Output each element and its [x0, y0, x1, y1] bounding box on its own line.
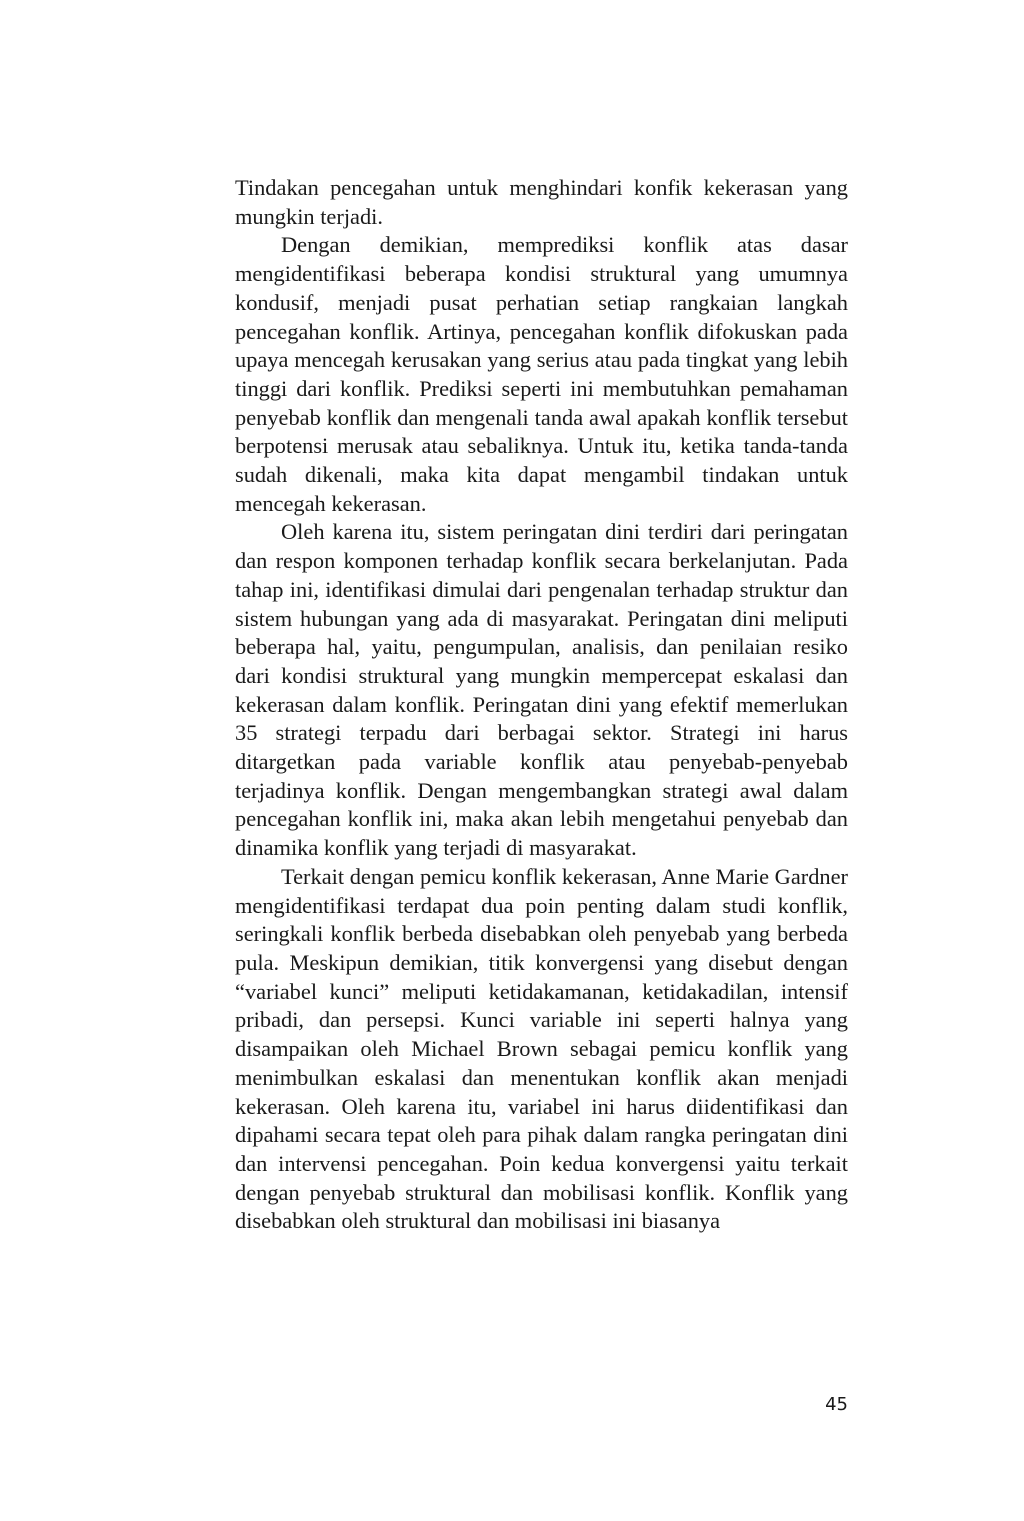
- body-text: [235, 174, 848, 1236]
- paragraph-continuation: Tindakan pencegahan untuk menghindari konfik kekerasan yang mungkin terjadi.: [235, 175, 848, 229]
- paragraph-conflict-prediction: Dengan demikian, memprediksi konflik atas dasar mengidentifikasi beberapa kondisi struktural yang umumnya kondusif, menjadi pusat perhatian setiap rangkaian langkah pencegahan konflik. Artinya, pencegahan konflik difokuskan pada upaya mencegah kerusakan yang serius atau pada tingkat yang lebih tinggi dari konflik. Prediksi seperti ini membutuhkan pemahaman penyebab konflik dan mengenali tanda awal apakah konflik tersebut berpotensi merusak atau sebaliknya. Untuk itu, ketika tanda-tanda sudah dikenali, maka kita dapat mengambil tindakan untuk mencegah kekerasan.: [235, 232, 848, 516]
- paragraph-early-warning-system: Oleh karena itu, sistem peringatan dini terdiri dari peringatan dan respon komponen terhadap konflik secara berkelanjutan. Pada tahap ini, identifikasi dimulai dari pengenalan terhadap struktur dan sistem hubungan yang ada di masyarakat. Peringatan dini meliputi beberapa hal, yaitu, pengumpulan, analisis, dan penilaian resiko dari kondisi struktural yang mungkin mempercepat eskalasi dan kekerasan dalam konflik. Peringatan dini yang efektif memerlukan 35 strategi terpadu dari berbagai sektor. Strategi ini harus ditargetkan pada variable konflik atau penyebab-penyebab terjadinya konflik. Dengan mengembangkan strategi awal dalam pencegahan konflik ini, maka akan lebih mengetahui penyebab dan dinamika konflik yang terjadi di masyarakat.: [235, 519, 848, 861]
- page-number: 45: [825, 1394, 848, 1415]
- paragraph-conflict-triggers: Terkait dengan pemicu konflik kekerasan, Anne Marie Gardner mengidentifikasi terdapat dua poin penting dalam studi konflik, seringkali konflik berbeda disebabkan oleh penyebab yang berbeda pula. Meskipun demikian, titik konvergensi yang disebut dengan “variabel kunci” meliputi ketidakamanan, ketidakadilan, intensif pribadi, dan persepsi. Kunci variable ini seperti halnya yang disampaikan oleh Michael Brown sebagai pemicu konflik yang menimbulkan eskalasi dan menentukan konflik akan menjadi kekerasan. Oleh karena itu, variabel ini harus diidentifikasi dan dipahami secara tepat oleh para pihak dalam rangka peringatan dini dan intervensi pencegahan. Poin kedua konvergensi yaitu terkait dengan penyebab struktural dan mobilisasi konflik. Konflik yang disebabkan oleh struktural dan mobilisasi ini biasanya: [235, 863, 848, 1234]
